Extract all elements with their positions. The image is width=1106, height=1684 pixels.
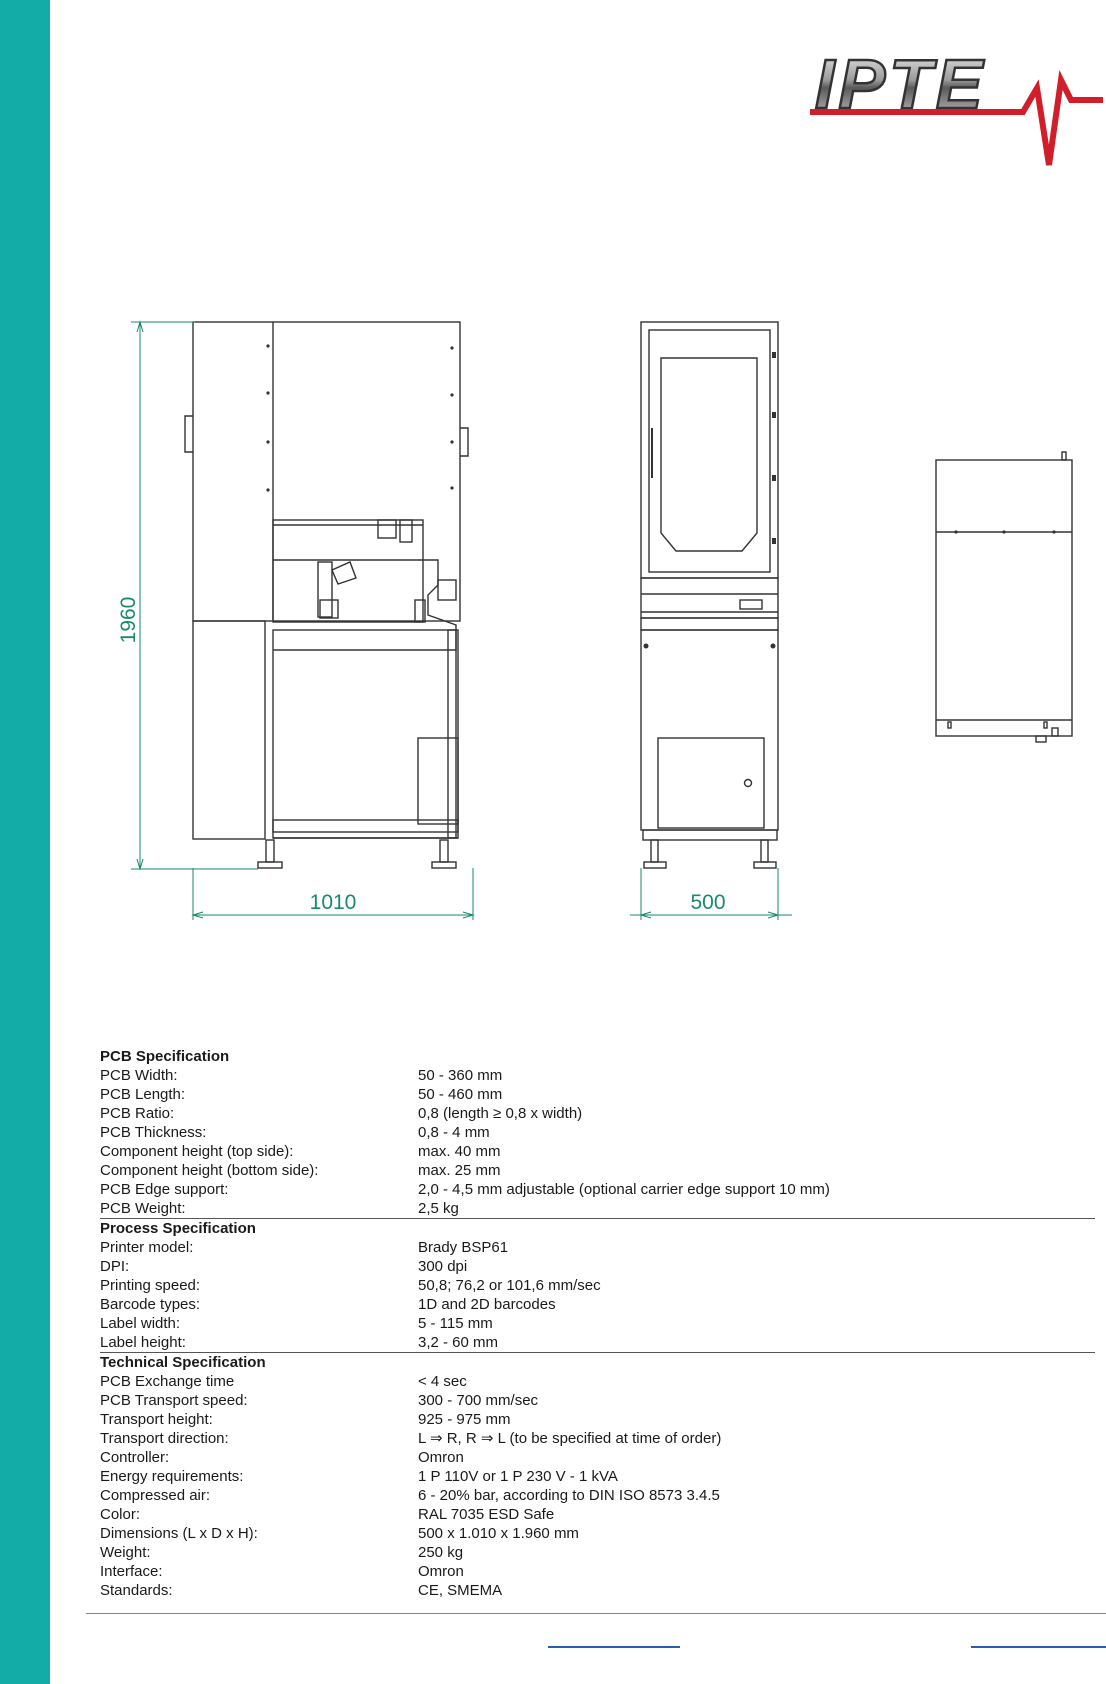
spec-label: Transport direction: <box>100 1430 229 1447</box>
spec-label: Label width: <box>100 1315 181 1332</box>
spec-label: Controller: <box>100 1449 170 1466</box>
logo-wordmark: IPTE <box>815 45 987 123</box>
machine-drawings <box>0 300 1106 940</box>
footer-link-left[interactable] <box>548 1646 680 1648</box>
spec-row <box>100 1142 1095 1161</box>
spec-value: Brady BSP61 <box>418 1239 509 1256</box>
spec-value: max. 40 mm <box>418 1143 501 1160</box>
spec-label: PCB Length: <box>100 1086 186 1103</box>
spec-label: Printing speed: <box>100 1277 201 1294</box>
spec-row <box>100 1085 1095 1104</box>
spec-label: Energy requirements: <box>100 1468 244 1485</box>
spec-label: PCB Exchange time <box>100 1373 235 1390</box>
spec-value: CE, SMEMA <box>418 1582 503 1599</box>
spec-value: 1D and 2D barcodes <box>418 1296 556 1313</box>
spec-value: 50 - 360 mm <box>418 1067 503 1084</box>
spec-row <box>100 1161 1095 1180</box>
section-title-technical: Technical Specification <box>100 1353 1095 1373</box>
spec-row <box>100 1467 1095 1486</box>
spec-value: L ⇒ R, R ⇒ L (to be specified at time of order) <box>418 1430 722 1447</box>
side-view-drawing <box>185 322 468 868</box>
spec-row <box>100 1314 1095 1333</box>
section-title-process: Process Specification <box>100 1219 1095 1239</box>
spec-value: 250 kg <box>418 1544 464 1561</box>
spec-row <box>100 1562 1095 1581</box>
top-view-drawing <box>936 452 1072 742</box>
spec-value: 5 - 115 mm <box>418 1315 493 1332</box>
spec-value: 1 P 110V or 1 P 230 V - 1 kVA <box>418 1468 618 1485</box>
spec-row <box>100 1372 1095 1391</box>
spec-row <box>100 1333 1095 1353</box>
spec-row <box>100 1276 1095 1295</box>
spec-label: Weight: <box>100 1544 151 1561</box>
footer-divider <box>86 1613 1106 1614</box>
spec-value: Omron <box>418 1563 464 1580</box>
spec-value: max. 25 mm <box>418 1162 501 1179</box>
spec-label: Label height: <box>100 1334 186 1351</box>
spec-row <box>100 1104 1095 1123</box>
spec-label: PCB Thickness: <box>100 1124 207 1141</box>
spec-label: Barcode types: <box>100 1296 201 1313</box>
spec-row <box>100 1448 1095 1467</box>
spec-row <box>100 1524 1095 1543</box>
spec-label: DPI: <box>100 1258 130 1275</box>
spec-label: Interface: <box>100 1563 163 1580</box>
spec-row <box>100 1199 1095 1219</box>
spec-value: 3,2 - 60 mm <box>418 1334 499 1351</box>
spec-row <box>100 1295 1095 1314</box>
spec-value: 2,5 kg <box>418 1200 459 1217</box>
spec-row <box>100 1391 1095 1410</box>
spec-label: PCB Ratio: <box>100 1105 175 1122</box>
spec-label: Color: <box>100 1506 141 1523</box>
spec-label: PCB Width: <box>100 1067 178 1084</box>
spec-value: 300 - 700 mm/sec <box>418 1392 539 1409</box>
spec-value: 50 - 460 mm <box>418 1086 503 1103</box>
side-height-dimension: 1960 <box>117 596 140 644</box>
spec-row <box>100 1581 1095 1600</box>
spec-value: 2,0 - 4,5 mm adjustable (optional carrier edge support 10 mm) <box>418 1181 830 1198</box>
spec-row <box>100 1486 1095 1505</box>
spec-value: 0,8 - 4 mm <box>418 1124 490 1141</box>
spec-row <box>100 1238 1095 1257</box>
spec-label: Printer model: <box>100 1239 194 1256</box>
footer-link-right[interactable] <box>971 1646 1106 1648</box>
spec-label: Compressed air: <box>100 1487 211 1504</box>
spec-value: 500 x 1.010 x 1.960 mm <box>418 1525 579 1542</box>
spec-label: Component height (top side): <box>100 1143 294 1160</box>
ipte-logo <box>805 40 1105 180</box>
spec-row <box>100 1257 1095 1276</box>
spec-label: PCB Edge support: <box>100 1181 229 1198</box>
spec-label: PCB Weight: <box>100 1200 186 1217</box>
spec-row <box>100 1180 1095 1199</box>
spec-value: 50,8; 76,2 or 101,6 mm/sec <box>418 1277 601 1294</box>
spec-value: < 4 sec <box>418 1373 467 1390</box>
spec-value: 6 - 20% bar, according to DIN ISO 8573 3.4.5 <box>418 1487 720 1504</box>
spec-label: Component height (bottom side): <box>100 1162 319 1179</box>
spec-label: Transport height: <box>100 1411 213 1428</box>
front-width-dimension: 500 <box>690 891 726 914</box>
spec-value: 300 dpi <box>418 1258 468 1275</box>
section-title-pcb: PCB Specification <box>100 1048 230 1065</box>
spec-row <box>100 1123 1095 1142</box>
spec-value: RAL 7035 ESD Safe <box>418 1506 555 1523</box>
spec-label: Dimensions (L x D x H): <box>100 1525 258 1542</box>
spec-value: Omron <box>418 1449 464 1466</box>
spec-row <box>100 1543 1095 1562</box>
spec-value: 0,8 (length ≥ 0,8 x width) <box>418 1105 583 1122</box>
side-width-dimension: 1010 <box>309 891 357 914</box>
front-view-drawing <box>641 322 778 868</box>
spec-value: 925 - 975 mm <box>418 1411 511 1428</box>
spec-row <box>100 1429 1095 1448</box>
spec-table <box>100 1047 1095 1600</box>
spec-label: PCB Transport speed: <box>100 1392 248 1409</box>
spec-row <box>100 1066 1095 1085</box>
spec-row <box>100 1410 1095 1429</box>
spec-label: Standards: <box>100 1582 173 1599</box>
spec-row <box>100 1505 1095 1524</box>
